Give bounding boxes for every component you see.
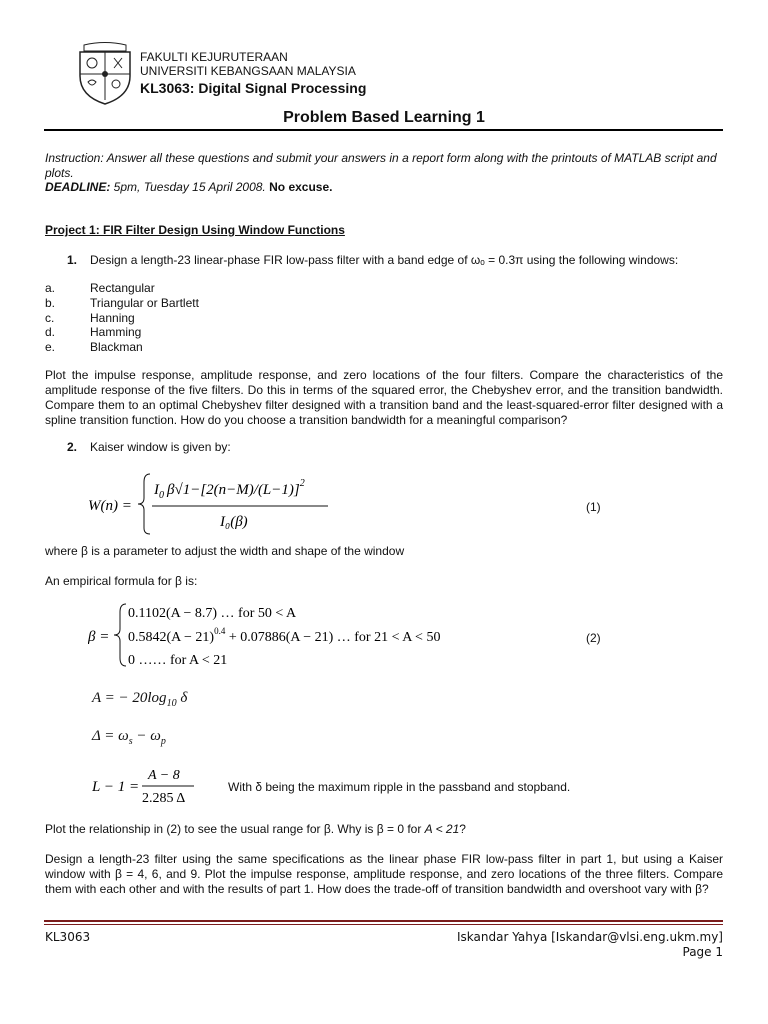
equation-1-number: (1)	[586, 500, 601, 514]
eq1-den: I₀(β)	[220, 514, 248, 530]
instruction-text: Instruction: Answer all these questions and submit your answers in a report form along with the printouts of MATLAB script and plots.	[45, 151, 717, 180]
window-letter: b.	[45, 296, 56, 310]
window-name: Hanning	[90, 311, 135, 325]
beta-description: where β is a parameter to adjust the width and shape of the window	[45, 544, 405, 558]
deadline-value: 5pm, Tuesday 15 April 2008.	[110, 180, 270, 194]
eq1-num-sub: 0	[159, 490, 164, 501]
eq1-num-sup: 2	[299, 478, 305, 489]
university-name: UNIVERSITI KEBANGSAAN MALAYSIA	[140, 64, 356, 78]
footer-course-code: KL3063	[45, 930, 91, 944]
window-item	[45, 296, 199, 311]
eq1-lhs: W(n) =	[88, 498, 132, 514]
question-1-text: Design a length-23 linear-phase FIR low-pass filter with a band edge of ωₒ = 0.3π using the following windows:	[90, 253, 679, 267]
course-title: KL3063: Digital Signal Processing	[140, 80, 367, 96]
window-letter: d.	[45, 325, 56, 339]
eqD-sub2: p	[160, 736, 166, 747]
eqL-lhs: L − 1 =	[92, 779, 140, 795]
kaiser-window-equation	[88, 470, 338, 538]
eqL-den: 2.285 Δ	[142, 791, 186, 806]
eq2-case3: 0 …… for A < 21	[128, 653, 228, 668]
attenuation-equation	[92, 690, 187, 709]
eqD-a: Δ = ω	[92, 728, 129, 744]
eq2-case2sup: 0.4	[214, 626, 226, 636]
deadline-emphasis: No excuse.	[269, 180, 333, 194]
header-rule	[44, 129, 723, 131]
university-crest-icon	[76, 42, 134, 106]
question-2-number: 2.	[67, 440, 78, 454]
window-name: Rectangular	[90, 281, 155, 295]
eqL-num: A − 8	[148, 768, 180, 783]
length-equation	[92, 766, 222, 806]
beta-empirical-equation	[88, 600, 508, 670]
eq1-num-b: β√1−[2(n−M)/(L−1)]	[167, 482, 300, 498]
question-2-paragraph: Design a length-23 filter using the same specifications as the linear phase FIR low-pass filter in part 1, but using a Kaiser window with β = 4, 6, and 9. Plot the impulse response, amplitude response, and zero locations of the three filters. Compare them with each other and with the results of part 1. How does the trade-off of transition bandwidth and overshoot vary with β?	[45, 852, 723, 896]
question-1-paragraph: Plot the impulse response, amplitude response, and zero locations of the four filters. Compare the characteristics of the amplitude response of the five filters. Do this in terms of the squared error, the Chebyshev error, and the transition bandwidth. Compare them to an optimal Chebyshev filter designed with a transition band and the least-squared-error filter designed with a spline transition function. How do you choose a transition bandwidth for a meaningful comparison?	[45, 368, 723, 427]
document-title: Problem Based Learning 1	[283, 109, 485, 126]
project-heading: Project 1: FIR Filter Design Using Window Functions	[45, 223, 345, 237]
question-2-text: Kaiser window is given by:	[90, 440, 231, 454]
window-name: Hamming	[90, 325, 142, 339]
page-number: Page 1	[682, 945, 723, 959]
footer-author: Iskandar Yahya [Iskandar@vlsi.eng.ukm.my]	[457, 930, 723, 944]
equation-2-number: (2)	[586, 631, 601, 645]
eq2-lhs: β =	[88, 629, 110, 645]
window-item	[45, 311, 135, 326]
faculty-name: FAKULTI KEJURUTERAAN	[140, 50, 288, 64]
deadline-label: DEADLINE:	[45, 180, 111, 194]
eqD-sub1: s	[128, 736, 133, 747]
window-letter: e.	[45, 340, 56, 354]
plot-relation-text: Plot the relationship in (2) to see the usual range for β. Why is β = 0 for	[45, 822, 425, 836]
plot-relation-end: ?	[459, 822, 466, 836]
window-item	[45, 281, 155, 296]
footer-rule-thin	[44, 924, 723, 925]
eq2-case1: 0.1102(A − 8.7) … for 50 < A	[128, 606, 297, 621]
delta-note: With δ being the maximum ripple in the passband and stopband.	[228, 780, 571, 794]
eqA-main: A = − 20log	[92, 690, 167, 706]
plot-relation-question	[45, 822, 466, 837]
eq2-case2b: + 0.07886(A − 21) … for 21 < A < 50	[225, 630, 441, 645]
svg-text:I0β√1−[2(n−M)/(L−1)]2	[153, 478, 305, 501]
window-name: Triangular or Bartlett	[90, 296, 199, 310]
transition-width-equation	[92, 728, 166, 747]
plot-relation-cond: A < 21	[424, 822, 460, 836]
window-item	[45, 325, 141, 340]
eq2-case2a: 0.5842(A − 21)	[128, 630, 215, 645]
eq1-num-a: I	[154, 482, 159, 498]
window-letter: a.	[45, 281, 56, 295]
footer-rule	[44, 920, 723, 922]
eqD-b: − ω	[132, 728, 161, 744]
question-1-number: 1.	[67, 253, 78, 267]
window-name: Blackman	[90, 340, 143, 354]
svg-text:0.5842(A − 21)0.4 + 0.07886(A	[128, 626, 440, 645]
window-item	[45, 340, 143, 355]
empirical-formula-intro: An empirical formula for β is:	[45, 574, 198, 588]
deadline-line	[45, 180, 332, 195]
window-letter: c.	[45, 311, 55, 325]
eqA-sub: 10	[166, 698, 177, 709]
eqA-end: δ	[176, 690, 188, 706]
